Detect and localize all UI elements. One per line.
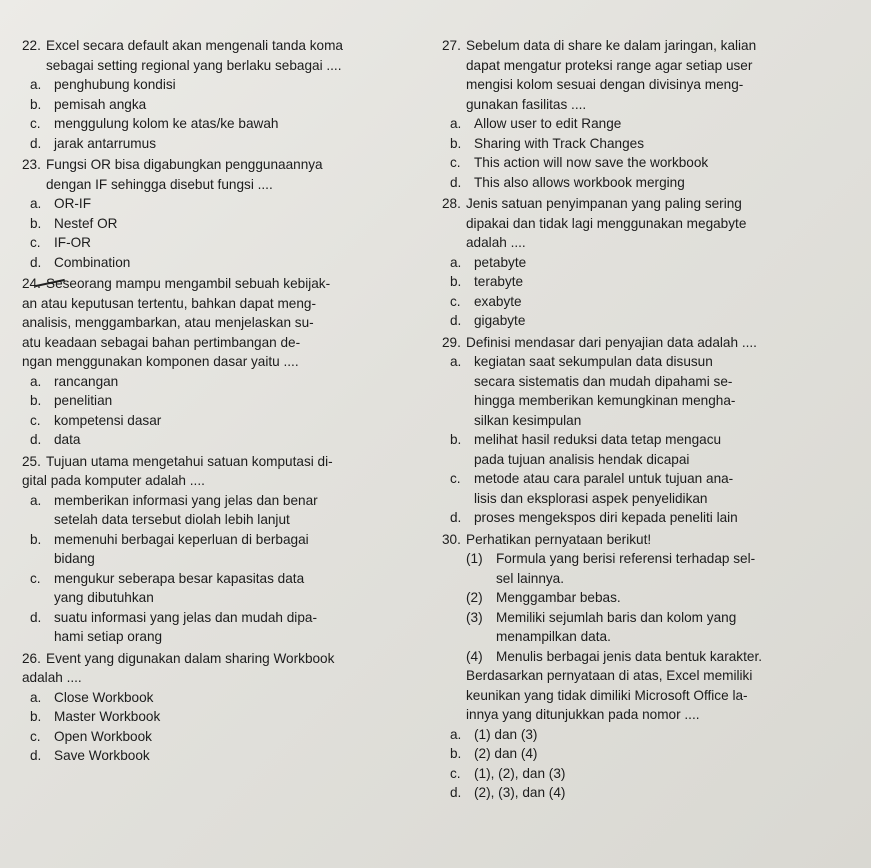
question-number: 30. bbox=[442, 531, 461, 547]
question-line: sebagai setting regional yang berlaku sebagai .... bbox=[46, 57, 342, 73]
option-letter: a. bbox=[30, 492, 42, 508]
statement-number: (3) bbox=[466, 609, 483, 625]
option-letter: c. bbox=[450, 765, 461, 781]
question-line: Tujuan utama mengetahui satuan komputasi di- bbox=[46, 453, 333, 469]
statement-number: (1) bbox=[466, 551, 483, 566]
question-27 bbox=[442, 36, 862, 192]
option-text bbox=[474, 352, 862, 430]
question-number: 22. bbox=[22, 38, 41, 53]
option-a bbox=[442, 114, 862, 134]
option-letter: a. bbox=[450, 354, 462, 369]
option-letter: c. bbox=[30, 728, 41, 744]
option-letter: a. bbox=[450, 726, 462, 742]
option-letter: b. bbox=[30, 531, 42, 547]
option-c bbox=[22, 569, 430, 608]
question-continuation bbox=[22, 294, 430, 372]
option-letter: d. bbox=[450, 785, 462, 800]
option-d bbox=[22, 134, 430, 154]
question-line: Fungsi OR bisa digabungkan penggunaannya bbox=[46, 157, 323, 172]
option-line: proses mengekspos diri kepada peneliti lain bbox=[474, 510, 738, 525]
question-22 bbox=[22, 36, 430, 153]
option-text: Save Workbook bbox=[54, 748, 150, 763]
option-letter: b. bbox=[30, 709, 42, 724]
option-b bbox=[442, 744, 862, 764]
option-text bbox=[54, 608, 430, 647]
option-letter: d. bbox=[30, 135, 42, 151]
option-b bbox=[22, 530, 430, 569]
followup-line: Berdasarkan pernyataan di atas, Excel memiliki bbox=[466, 668, 753, 683]
option-text: petabyte bbox=[474, 254, 527, 270]
option-line: hingga memberikan kemungkinan mengha- bbox=[474, 393, 736, 408]
option-letter: a. bbox=[30, 196, 42, 211]
option-letter: b. bbox=[30, 96, 42, 112]
option-text: OR-IF bbox=[54, 196, 91, 211]
option-text: This action will now save the workbook bbox=[474, 155, 709, 170]
option-a bbox=[442, 725, 862, 745]
option-line: mengukur seberapa besar kapasitas data bbox=[54, 570, 305, 586]
option-c bbox=[22, 233, 430, 253]
option-letter: d. bbox=[450, 174, 462, 190]
question-number: 27. bbox=[442, 38, 461, 53]
option-letter: d. bbox=[450, 510, 462, 525]
option-d bbox=[442, 508, 862, 528]
statement-list bbox=[442, 549, 862, 666]
question-23 bbox=[22, 155, 430, 272]
question-26 bbox=[22, 649, 430, 766]
question-text bbox=[466, 194, 862, 253]
option-text: pemisah angka bbox=[54, 96, 147, 112]
option-letter: d. bbox=[30, 254, 42, 270]
statement-number: (2) bbox=[466, 590, 483, 605]
option-text: (2), (3), dan (4) bbox=[474, 785, 566, 800]
statement-4 bbox=[464, 647, 862, 667]
question-number: 28. bbox=[442, 196, 461, 211]
left-column bbox=[22, 36, 430, 766]
option-letter: a. bbox=[450, 254, 462, 270]
option-line: hami setiap orang bbox=[54, 629, 163, 644]
option-letter: c. bbox=[450, 471, 461, 486]
option-text bbox=[474, 508, 862, 528]
option-letter: d. bbox=[30, 432, 42, 447]
option-a bbox=[442, 253, 862, 273]
option-letter: b. bbox=[30, 215, 42, 231]
option-text: Open Workbook bbox=[54, 728, 152, 744]
statement-2 bbox=[464, 588, 862, 608]
question-line: dipakai dan tidak lagi menggunakan megabyte bbox=[466, 215, 747, 231]
option-letter: a. bbox=[30, 77, 42, 92]
option-d bbox=[442, 311, 862, 331]
question-line: dengan IF sehingga disebut fungsi .... bbox=[46, 176, 273, 192]
option-line: bidang bbox=[54, 551, 95, 566]
question-line: adalah .... bbox=[22, 670, 82, 685]
option-line: lisis dan eksplorasi aspek penyelidikan bbox=[474, 490, 708, 506]
option-text: terabyte bbox=[474, 274, 524, 289]
option-text bbox=[474, 469, 862, 508]
statement-text bbox=[496, 549, 862, 588]
option-line: yang dibutuhkan bbox=[54, 590, 154, 605]
option-c bbox=[442, 469, 862, 508]
question-text bbox=[466, 530, 862, 550]
option-text: Allow user to edit Range bbox=[474, 116, 622, 131]
question-text bbox=[46, 155, 430, 194]
question-line: an atau keputusan tertentu, bahkan dapat meng- bbox=[22, 295, 316, 311]
option-text bbox=[474, 430, 862, 469]
option-letter: a. bbox=[30, 689, 42, 705]
option-d bbox=[22, 253, 430, 273]
question-line: analisis, menggambarkan, atau menjelaskan su- bbox=[22, 315, 314, 330]
option-text: data bbox=[54, 432, 81, 447]
question-text bbox=[46, 649, 430, 669]
statement-line: Formula yang berisi referensi terhadap sel- bbox=[496, 551, 756, 566]
option-text: gigabyte bbox=[474, 313, 526, 328]
option-line: secara sistematis dan mudah dipahami se- bbox=[474, 373, 733, 389]
option-b bbox=[22, 95, 430, 115]
statement-text bbox=[496, 647, 862, 667]
option-text: Close Workbook bbox=[54, 689, 154, 705]
option-line: memberikan informasi yang jelas dan benar bbox=[54, 492, 318, 508]
question-text bbox=[466, 36, 862, 114]
statement-line: Memiliki sejumlah baris dan kolom yang bbox=[496, 609, 737, 625]
option-d bbox=[22, 430, 430, 450]
option-text: IF-OR bbox=[54, 235, 91, 250]
question-text bbox=[46, 452, 430, 472]
option-text: Combination bbox=[54, 254, 131, 270]
question-number: 26. bbox=[22, 650, 41, 666]
statement-number: (4) bbox=[466, 648, 483, 664]
option-line: kegiatan saat sekumpulan data disusun bbox=[474, 354, 713, 369]
option-letter: c. bbox=[30, 235, 41, 250]
question-line: Excel secara default akan mengenali tanda koma bbox=[46, 38, 343, 53]
option-letter: c. bbox=[30, 412, 41, 428]
option-a bbox=[22, 194, 430, 214]
statement-3 bbox=[464, 608, 862, 647]
option-letter: b. bbox=[450, 274, 462, 289]
option-letter: d. bbox=[30, 609, 42, 625]
option-letter: c. bbox=[450, 293, 461, 309]
option-d bbox=[442, 173, 862, 193]
option-c bbox=[442, 292, 862, 312]
option-b bbox=[22, 214, 430, 234]
statement-text bbox=[496, 588, 862, 608]
option-d bbox=[442, 783, 862, 803]
question-number: 24. bbox=[22, 276, 41, 291]
question-28 bbox=[442, 194, 862, 331]
question-25 bbox=[22, 452, 430, 647]
option-c bbox=[442, 764, 862, 784]
option-a bbox=[442, 352, 862, 430]
question-line: atu keadaan sebagai bahan pertimbangan de- bbox=[22, 334, 301, 350]
question-line: Event yang digunakan dalam sharing Workbook bbox=[46, 650, 335, 666]
statement-1 bbox=[464, 549, 862, 588]
option-letter: a. bbox=[30, 373, 42, 389]
option-line: melihat hasil reduksi data tetap mengacu bbox=[474, 432, 722, 447]
option-c bbox=[442, 153, 862, 173]
option-line: silkan kesimpulan bbox=[474, 412, 582, 428]
option-text bbox=[54, 569, 430, 608]
option-b bbox=[22, 707, 430, 727]
option-letter: b. bbox=[450, 135, 462, 151]
question-text bbox=[46, 274, 430, 294]
followup-line: keunikan yang tidak dimiliki Microsoft Office la- bbox=[466, 687, 748, 703]
question-text bbox=[46, 36, 430, 75]
question-number: 25. bbox=[22, 453, 41, 469]
option-c bbox=[22, 727, 430, 747]
option-a bbox=[22, 75, 430, 95]
option-c bbox=[22, 114, 430, 134]
option-text: (1), (2), dan (3) bbox=[474, 765, 566, 781]
option-letter: c. bbox=[450, 155, 461, 170]
statement-line: Menggambar bebas. bbox=[496, 590, 621, 605]
option-text bbox=[54, 491, 430, 530]
question-line: Definisi mendasar dari penyajian data adalah .... bbox=[466, 334, 757, 350]
option-letter: d. bbox=[30, 748, 42, 763]
option-line: metode atau cara paralel untuk tujuan ana- bbox=[474, 471, 734, 486]
option-letter: b. bbox=[30, 393, 42, 408]
option-text: kompetensi dasar bbox=[54, 412, 162, 428]
statement-text bbox=[496, 608, 862, 647]
option-text: exabyte bbox=[474, 293, 522, 309]
option-line: pada tujuan analisis hendak dicapai bbox=[474, 451, 690, 467]
followup-line: innya yang ditunjukkan pada nomor .... bbox=[466, 707, 700, 722]
option-b bbox=[22, 391, 430, 411]
right-column bbox=[442, 36, 862, 803]
option-line: suatu informasi yang jelas dan mudah dipa- bbox=[54, 609, 317, 625]
option-text: penelitian bbox=[54, 393, 113, 408]
question-line: mengisi kolom sesuai dengan divisinya meng- bbox=[466, 77, 744, 92]
option-text: rancangan bbox=[54, 373, 119, 389]
question-line: adalah .... bbox=[466, 235, 526, 250]
option-letter: c. bbox=[30, 116, 41, 131]
option-line: setelah data tersebut diolah lebih lanjut bbox=[54, 512, 290, 527]
option-letter: d. bbox=[450, 313, 462, 328]
option-c bbox=[22, 411, 430, 431]
option-b bbox=[442, 272, 862, 292]
statement-line: sel lainnya. bbox=[496, 570, 565, 586]
option-letter: b. bbox=[450, 746, 462, 761]
option-text bbox=[54, 530, 430, 569]
option-text: (2) dan (4) bbox=[474, 746, 538, 761]
question-line: ngan menggunakan komponen dasar yaitu .... bbox=[22, 354, 299, 369]
question-text bbox=[466, 333, 862, 353]
option-text: jarak antarrumus bbox=[54, 135, 156, 151]
option-letter: a. bbox=[450, 116, 462, 131]
option-text: Master Workbook bbox=[54, 709, 161, 724]
question-30 bbox=[442, 530, 862, 803]
option-text: This also allows workbook merging bbox=[474, 174, 685, 190]
option-a bbox=[22, 372, 430, 392]
option-d bbox=[22, 608, 430, 647]
question-number: 29. bbox=[442, 334, 461, 350]
option-a bbox=[22, 688, 430, 708]
option-letter: b. bbox=[450, 432, 462, 447]
option-text: (1) dan (3) bbox=[474, 726, 538, 742]
question-line: Sebelum data di share ke dalam jaringan, kalian bbox=[466, 38, 757, 53]
question-line: Perhatikan pernyataan berikut! bbox=[466, 531, 652, 547]
option-text: Sharing with Track Changes bbox=[474, 135, 645, 151]
question-line: gunakan fasilitas .... bbox=[466, 96, 587, 112]
option-letter: c. bbox=[30, 570, 41, 586]
option-text: penghubung kondisi bbox=[54, 77, 176, 92]
option-text: Nestef OR bbox=[54, 215, 118, 231]
option-a bbox=[22, 491, 430, 530]
question-24 bbox=[22, 274, 430, 450]
question-line: dapat mengatur proteksi range agar setiap user bbox=[466, 57, 753, 73]
statement-line: Menulis berbagai jenis data bentuk karakter. bbox=[496, 648, 762, 664]
question-line: Jenis satuan penyimpanan yang paling sering bbox=[466, 196, 742, 211]
statement-line: menampilkan data. bbox=[496, 629, 611, 644]
option-b bbox=[442, 430, 862, 469]
question-followup bbox=[442, 666, 862, 725]
question-line: Seseorang mampu mengambil sebuah kebijak- bbox=[46, 276, 331, 291]
question-line: gital pada komputer adalah .... bbox=[22, 473, 205, 488]
option-line: memenuhi berbagai keperluan di berbagai bbox=[54, 531, 309, 547]
option-text: menggulung kolom ke atas/ke bawah bbox=[54, 116, 279, 131]
option-d bbox=[22, 746, 430, 766]
option-b bbox=[442, 134, 862, 154]
question-29 bbox=[442, 333, 862, 528]
question-number: 23. bbox=[22, 157, 41, 172]
